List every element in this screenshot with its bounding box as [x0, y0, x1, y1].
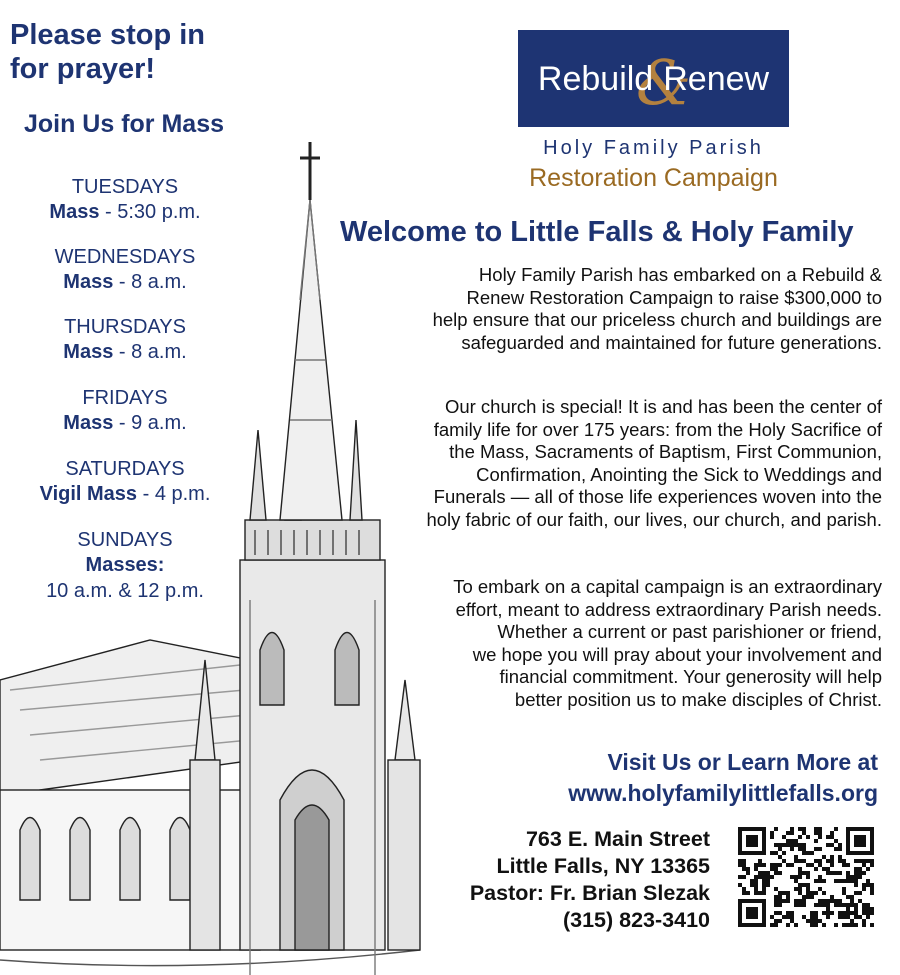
street-address: 763 E. Main Street: [525, 827, 710, 851]
schedule-label: Mass: [63, 341, 114, 363]
schedule-label: Mass: [49, 201, 100, 223]
paragraph-line: Holy Family Parish has embarked on a Rebuild &: [478, 264, 882, 285]
schedule-day: SATURDAYS: [65, 458, 185, 480]
paragraph-line: we hope you will pray about your involvement and: [472, 643, 882, 665]
schedule-wednesday: [20, 245, 230, 295]
schedule-time: - 4 p.m.: [137, 483, 211, 505]
paragraph-line: Our church is special! It is and has been the center of: [444, 396, 882, 417]
schedule-time: - 5:30 p.m.: [99, 201, 201, 223]
paragraph-line: Whether a current or past parishioner or friend,: [497, 621, 882, 642]
schedule-sunday: [20, 528, 230, 604]
paragraph-line: effort, meant to address extraordinary Parish needs.: [455, 598, 882, 620]
schedule-day: THURSDAYS: [64, 316, 186, 338]
paragraph-intro: [433, 264, 882, 354]
schedule-time: 10 a.m. & 12 p.m.: [46, 580, 204, 602]
paragraph-line: better position us to make disciples of Christ.: [514, 688, 882, 710]
schedule-thursday: [20, 315, 230, 365]
schedule-day: WEDNESDAYS: [54, 246, 196, 268]
prayer-heading-line1: Please stop in: [10, 19, 206, 51]
phone-number: (315) 823-3410: [562, 908, 710, 932]
schedule-friday: [20, 386, 230, 436]
campaign-logo: [518, 30, 789, 127]
schedule-label: Mass: [63, 271, 114, 293]
visit-heading: Visit Us or Learn More at: [607, 749, 878, 775]
qr-code-icon[interactable]: [738, 827, 874, 929]
logo-word-renew: Renew: [663, 60, 770, 98]
paragraph-line: Funerals — all of those life experiences woven into the: [433, 486, 882, 507]
paragraph-line: Confirmation, Anointing the Sick to Weddings and: [476, 463, 882, 485]
schedule-label: Mass: [63, 412, 114, 434]
paragraph-line: To embark on a capital campaign is an extraordinary: [453, 576, 882, 597]
paragraph-line: safeguarded and maintained for future generations.: [461, 331, 882, 353]
prayer-heading: [10, 18, 242, 86]
paragraph-line: Renew Restoration Campaign to raise $300,000 to: [466, 286, 882, 308]
schedule-day: TUESDAYS: [71, 176, 179, 198]
pastor-name: Pastor: Fr. Brian Slezak: [469, 881, 710, 905]
schedule-label: Vigil Mass: [39, 483, 138, 505]
schedule-day: FRIDAYS: [82, 387, 168, 409]
paragraph-line: financial commitment. Your generosity will help: [499, 666, 882, 687]
parish-name: Holy Family Parish: [543, 137, 764, 159]
schedule-tuesday: [20, 175, 230, 225]
schedule-time: - 8 a.m.: [113, 271, 187, 293]
logo-ampersand: &: [636, 46, 692, 119]
logo-word-rebuild: Rebuild: [537, 60, 654, 98]
paragraph-line: the Mass, Sacraments of Baptism, First Communion,: [449, 441, 882, 462]
paragraph-line: holy fabric of our faith, our lives, our church, and parish.: [426, 508, 882, 530]
city-state-zip: Little Falls, NY 13365: [496, 854, 710, 878]
schedule-time: - 9 a.m.: [113, 412, 187, 434]
logo-title: [518, 60, 789, 99]
schedule-saturday: [20, 457, 230, 507]
paragraph-appeal: [453, 576, 882, 711]
schedule-time: - 8 a.m.: [113, 341, 187, 363]
contact-block: [470, 826, 710, 934]
schedule-label: Masses:: [85, 554, 165, 576]
paragraph-line: family life for over 175 years: from the Holy Sacrifice of: [433, 418, 882, 440]
mass-heading: Join Us for Mass: [23, 110, 225, 138]
website-link[interactable]: www.holyfamilylittlefalls.org: [568, 780, 878, 806]
paragraph-line: help ensure that our priceless church and buildings are: [432, 309, 882, 330]
visit-block: [568, 747, 878, 809]
paragraph-history: [426, 396, 882, 531]
prayer-heading-line2: for prayer!: [10, 53, 156, 85]
schedule-day: SUNDAYS: [77, 529, 173, 551]
welcome-heading: Welcome to Little Falls & Holy Family: [340, 216, 854, 248]
campaign-name: Restoration Campaign: [529, 164, 778, 192]
